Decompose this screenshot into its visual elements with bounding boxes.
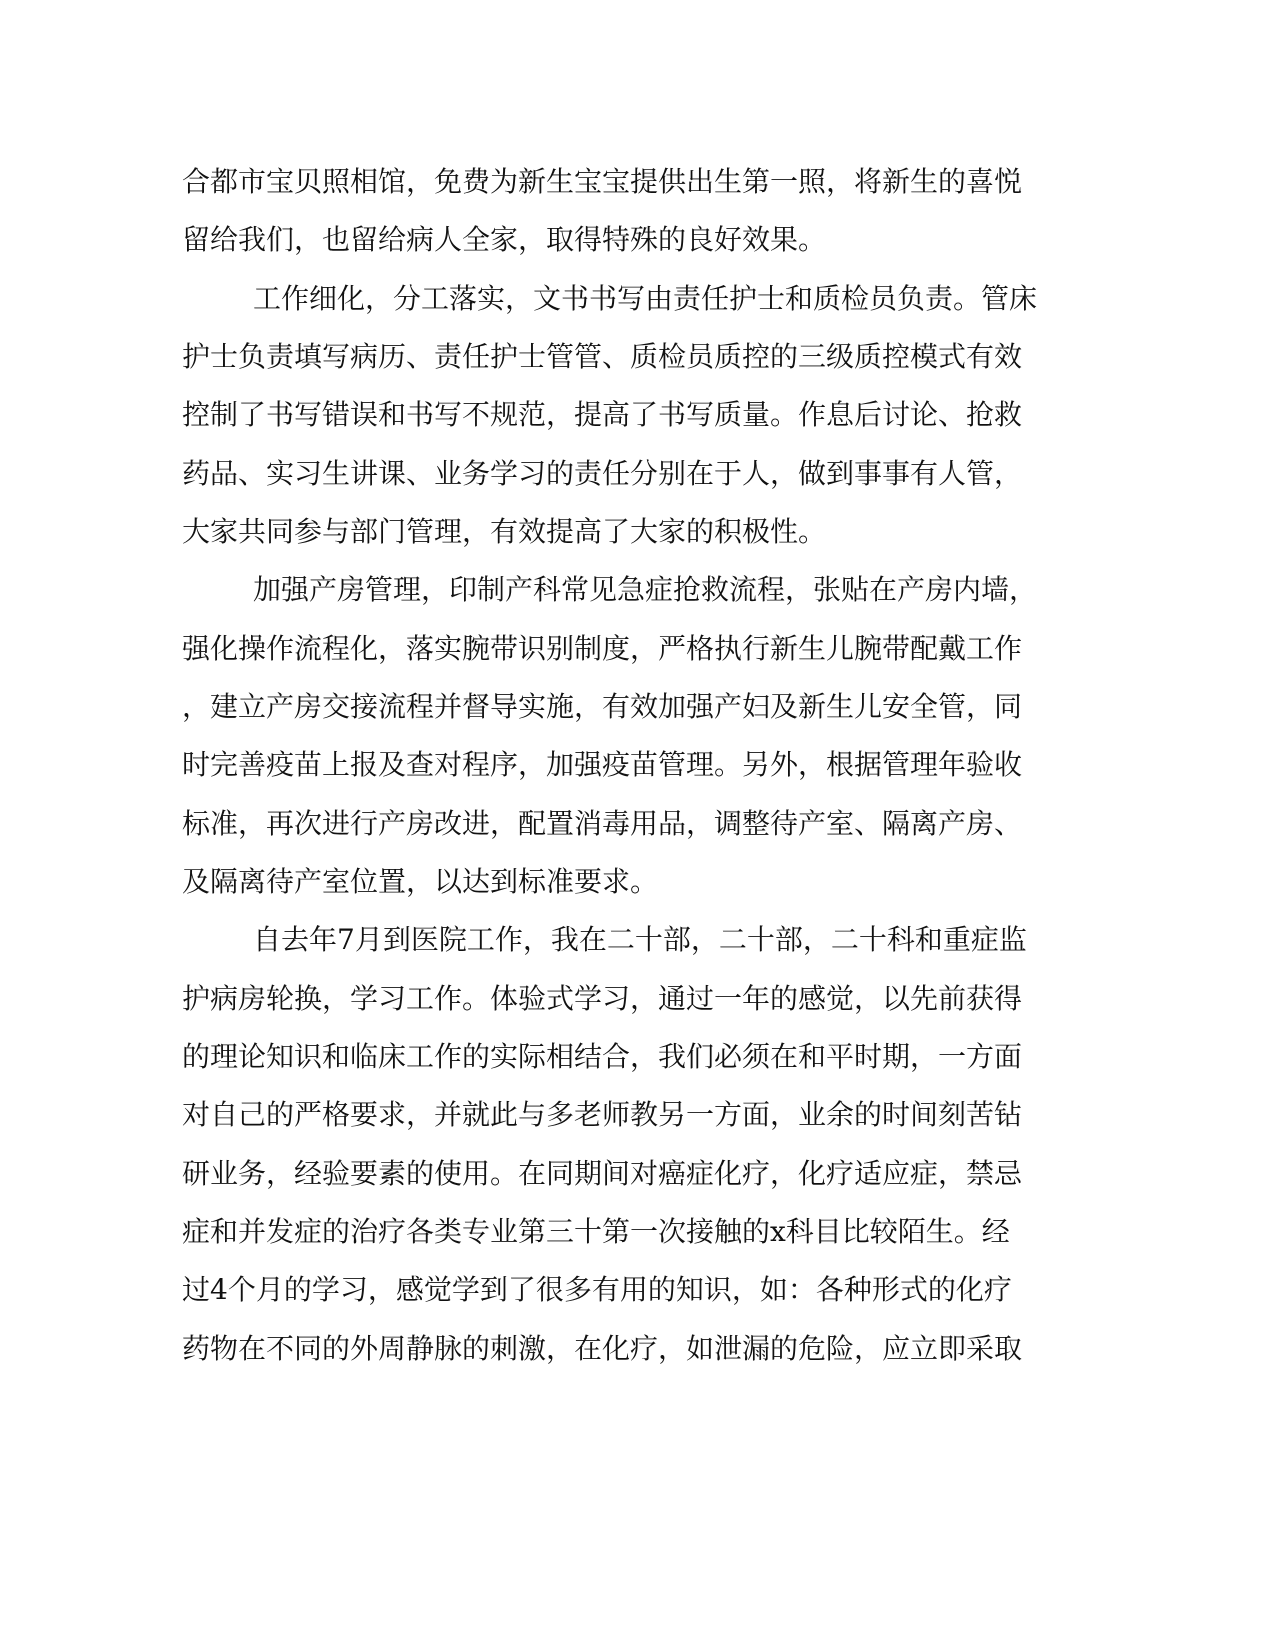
text-line: 控制了书写错误和书写不规范，提高了书写质量。作息后讨论、抢救: [182, 398, 1023, 431]
paragraph-first-line: 加强产房管理，印制产科常见急症抢救流程，张贴在产房内墙，: [253, 573, 1038, 606]
text-line: 护病房轮换，学习工作。体验式学习，通过一年的感觉，以先前获得: [182, 982, 1023, 1015]
text-line: 对自己的严格要求，并就此与多老师教另一方面，业余的时间刻苦钻: [182, 1098, 1023, 1131]
text-line: 药物在不同的外周静脉的刺激，在化疗，如泄漏的危险，应立即采取: [182, 1332, 1023, 1365]
text-line: 强化操作流程化，落实腕带识别制度，严格执行新生儿腕带配戴工作: [182, 632, 1023, 665]
paragraph-first-line: 自去年7月到医院工作，我在二十部，二十部，二十科和重症监: [253, 923, 1027, 956]
text-line: 的理论知识和临床工作的实际相结合，我们必须在和平时期，一方面: [182, 1040, 1023, 1073]
text-line: ，建立产房交接流程并督导实施，有效加强产妇及新生儿安全管，同: [182, 690, 1023, 723]
text-line: 合都市宝贝照相馆，免费为新生宝宝提供出生第一照，将新生的喜悦: [182, 165, 1023, 198]
text-line: 时完善疫苗上报及查对程序，加强疫苗管理。另外，根据管理年验收: [182, 748, 1023, 781]
paragraph-first-line: 工作细化，分工落实，文书书写由责任护士和质检员负责。管床: [253, 282, 1038, 315]
text-line: 大家共同参与部门管理，有效提高了大家的积极性。: [182, 515, 827, 548]
text-line: 研业务，经验要素的使用。在同期间对癌症化疗，化疗适应症，禁忌: [182, 1157, 1023, 1190]
text-line: 药品、实习生讲课、业务学习的责任分别在于人，做到事事有人管，: [182, 457, 1023, 490]
text-line: 留给我们，也留给病人全家，取得特殊的良好效果。: [182, 223, 827, 256]
text-line: 症和并发症的治疗各类专业第三十第一次接触的x科目比较陌生。经: [182, 1215, 1010, 1248]
text-line: 标准，再次进行产房改进，配置消毒用品，调整待产室、隔离产房、: [182, 807, 1023, 840]
text-line: 过4个月的学习，感觉学到了很多有用的知识，如：各种形式的化疗: [182, 1273, 1012, 1306]
text-line: 护士负责填写病历、责任护士管管、质检员质控的三级质控模式有效: [182, 340, 1023, 373]
text-line: 及隔离待产室位置，以达到标准要求。: [182, 865, 659, 898]
